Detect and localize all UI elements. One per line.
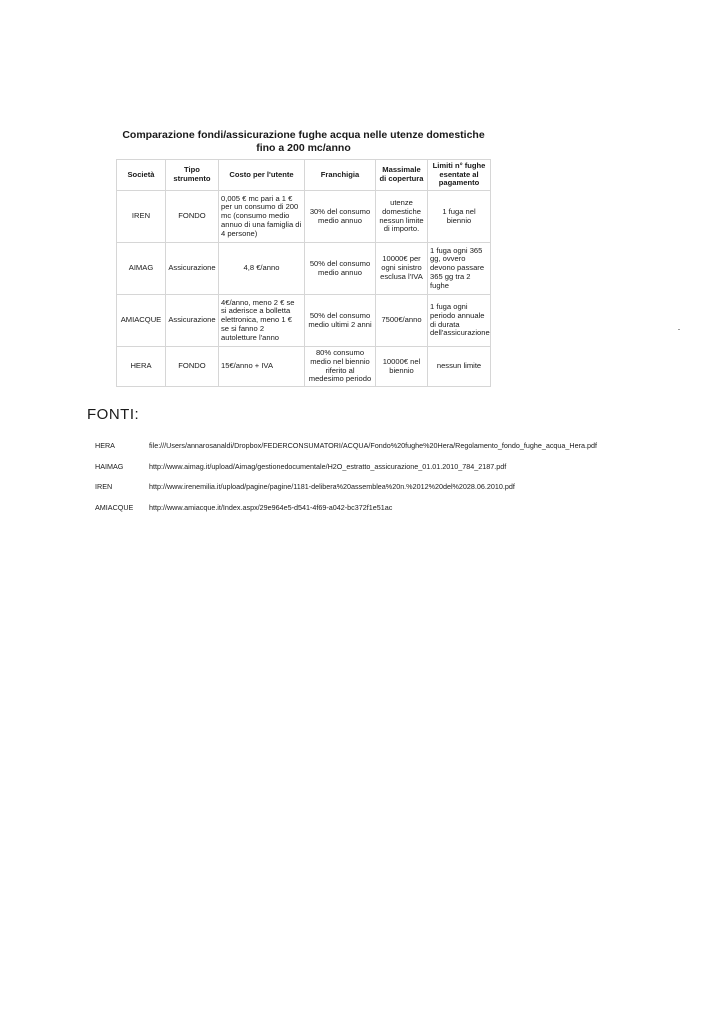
header-costo: Costo per l'utente bbox=[219, 160, 305, 191]
cell-franchigia: 30% del consumo medio annuo bbox=[305, 191, 376, 243]
source-link[interactable]: file:///Users/annarosanaldi/Dropbox/FEDERCONSUMATORI/ACQUA/Fondo%20fughe%20Hera/Regolamento_fondo_fughe_acqua_Hera.pdf bbox=[149, 441, 597, 450]
source-row-amiacque bbox=[95, 503, 392, 512]
source-name: HERA bbox=[95, 441, 115, 450]
table-title-line-2: fino a 200 mc/anno bbox=[256, 142, 351, 154]
source-link[interactable]: http://www.amiacque.it/Index.aspx/29e964e5-d541-4f69-a042-bc372f1e51ac bbox=[149, 503, 393, 512]
cell-massimale: 7500€/anno bbox=[376, 295, 428, 347]
cell-massimale: 10000€ nel biennio bbox=[376, 347, 428, 387]
cell-costo: 15€/anno + IVA bbox=[219, 347, 305, 387]
cell-costo: 4,8 €/anno bbox=[219, 243, 305, 295]
cell-costo: 0,005 € mc pari a 1 € per un consumo di 200 mc (consumo medio annuo di una famiglia di 4 persone) bbox=[219, 191, 305, 243]
cell-limiti: nessun limite bbox=[428, 347, 491, 387]
source-row-hera bbox=[95, 441, 597, 450]
header-massimale: Massimale di copertura bbox=[376, 160, 428, 191]
cell-tipo: FONDO bbox=[166, 191, 219, 243]
fonti-heading: FONTI: bbox=[87, 406, 140, 423]
scan-artifact bbox=[678, 329, 680, 330]
header-tipo-strumento: Tipo strumento bbox=[166, 160, 219, 191]
source-name: IREN bbox=[95, 482, 113, 491]
cell-franchigia: 80% consumo medio nel biennio riferito al medesimo periodo bbox=[305, 347, 376, 387]
cell-massimale: utenze domestiche nessun limite di importo. bbox=[376, 191, 428, 243]
comparison-table bbox=[116, 128, 491, 387]
table-row bbox=[117, 295, 491, 347]
table-header-row bbox=[117, 160, 491, 191]
cell-franchigia: 50% del consumo medio annuo bbox=[305, 243, 376, 295]
header-franchigia: Franchigia bbox=[305, 160, 376, 191]
header-limiti: Limiti n° fughe esentate al pagamento bbox=[428, 160, 491, 191]
cell-massimale: 10000€ per ogni sinistro esclusa l'IVA bbox=[376, 243, 428, 295]
source-name: AMIACQUE bbox=[95, 503, 134, 512]
cell-tipo: Assicurazione bbox=[166, 243, 219, 295]
cell-limiti: 1 fuga nel biennio bbox=[428, 191, 491, 243]
table-title-line-1: Comparazione fondi/assicurazione fughe acqua nelle utenze domestiche bbox=[122, 128, 485, 141]
cell-societa: AIMAG bbox=[117, 243, 166, 295]
source-row-haimag bbox=[95, 462, 506, 471]
table-row bbox=[117, 191, 491, 243]
cell-societa: IREN bbox=[117, 191, 166, 243]
table-row bbox=[117, 347, 491, 387]
table-title bbox=[117, 128, 491, 160]
header-societa: Società bbox=[117, 160, 166, 191]
cell-costo: 4€/anno, meno 2 € se si aderisce a bolletta elettronica, meno 1 € se si fanno 2 autoletture l'anno bbox=[219, 295, 305, 347]
cell-societa: HERA bbox=[117, 347, 166, 387]
cell-tipo: FONDO bbox=[166, 347, 219, 387]
cell-societa: AMIACQUE bbox=[117, 295, 166, 347]
cell-tipo: Assicurazione bbox=[166, 295, 219, 347]
source-link[interactable]: http://www.irenemilia.it/upload/pagine/pagine/1181-delibera%20assemblea%20n.%2012%20del%2028.06.2010.pdf bbox=[149, 482, 515, 491]
cell-limiti: 1 fuga ogni periodo annuale di durata dell'assicurazione bbox=[428, 295, 491, 347]
cell-limiti: 1 fuga ogni 365 gg, ovvero devono passare 365 gg tra 2 fughe bbox=[428, 243, 491, 295]
source-link[interactable]: http://www.aimag.it/upload/Aimag/gestionedocumentale/H2O_estratto_assicurazione_01.01.2010_784_2187.pdf bbox=[149, 462, 507, 471]
source-row-iren bbox=[95, 482, 515, 491]
source-name: HAIMAG bbox=[95, 462, 124, 471]
cell-franchigia: 50% del consumo medio ultimi 2 anni bbox=[305, 295, 376, 347]
table-row bbox=[117, 243, 491, 295]
